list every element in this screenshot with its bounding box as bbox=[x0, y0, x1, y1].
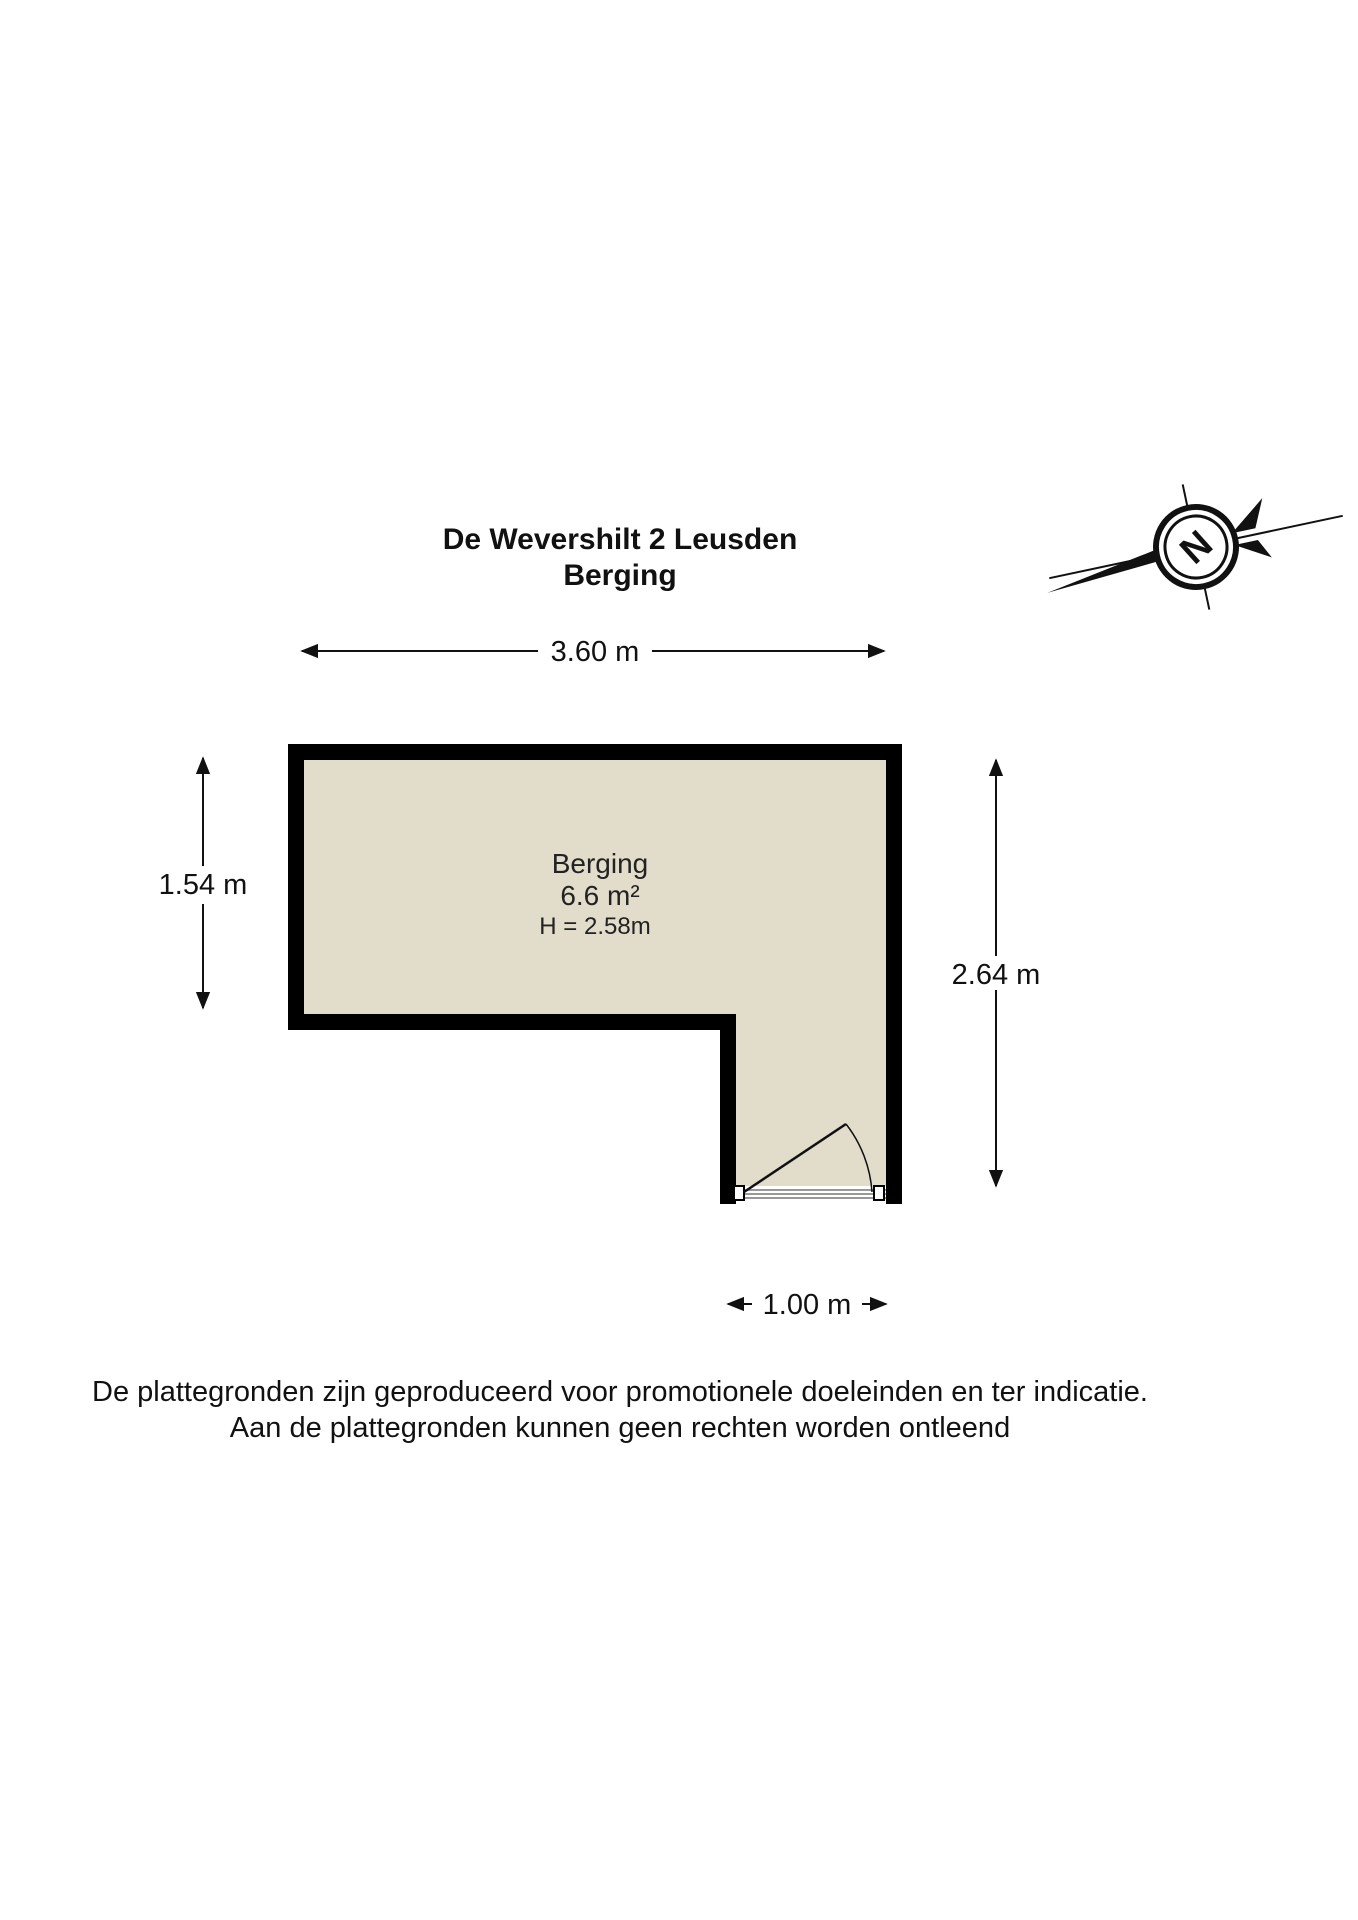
disclaimer-line-1: De plattegronden zijn geproduceerd voor promotionele doeleinden en ter indicatie. bbox=[92, 1376, 1148, 1408]
plan-floor-title: Berging bbox=[563, 559, 677, 592]
top-dimension-label: 3.60 m bbox=[550, 636, 640, 668]
north-arrow-compass-icon bbox=[1031, 453, 1356, 642]
disclaimer-line-2: Aan de plattegronden kunnen geen rechten worden ontleend bbox=[229, 1412, 1011, 1444]
door-jamb-right bbox=[874, 1186, 884, 1200]
door-opening bbox=[736, 1186, 886, 1204]
door-dimension-label: 1.00 m bbox=[762, 1289, 852, 1321]
compass-north-letter: N bbox=[1172, 522, 1221, 573]
left-dimension-label: 1.54 m bbox=[158, 869, 248, 901]
plan-address-title: De Wevershilt 2 Leusden bbox=[442, 523, 798, 556]
room-floor bbox=[296, 752, 894, 1196]
door-jamb-left bbox=[734, 1186, 744, 1200]
room-name-label: Berging bbox=[551, 848, 649, 879]
room-height-label: H = 2.58m bbox=[539, 913, 651, 940]
room-area-label: 6.6 m² bbox=[560, 880, 640, 911]
right-dimension-label: 2.64 m bbox=[951, 959, 1041, 991]
